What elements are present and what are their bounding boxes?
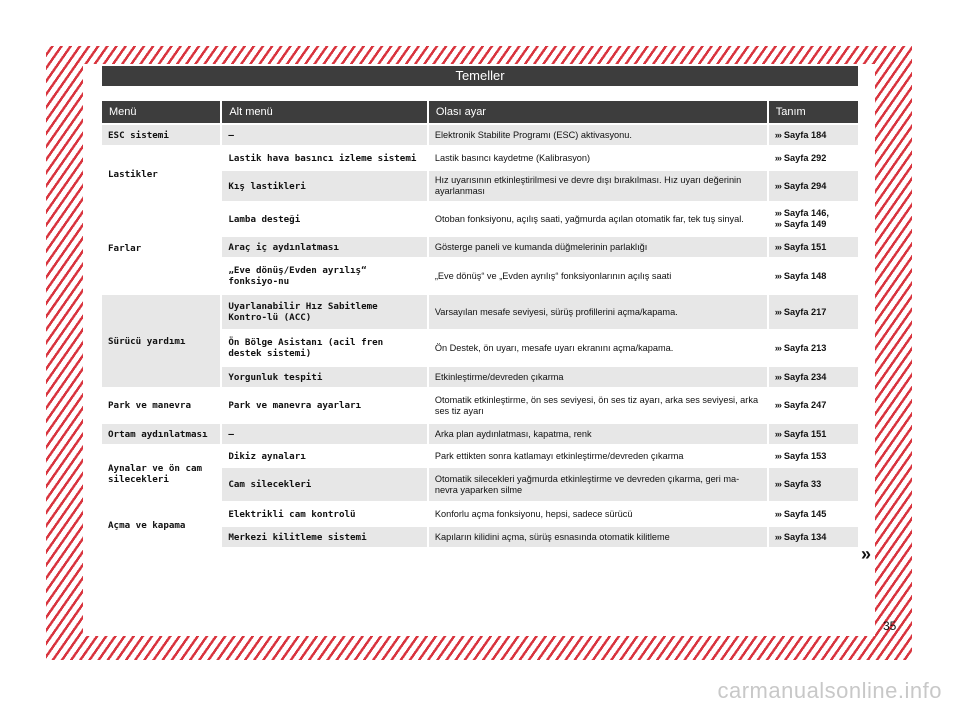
page-link[interactable]: Sayfa 148	[783, 270, 827, 281]
ref-arrow-icon: ›››	[774, 479, 781, 489]
ref-cell	[769, 527, 858, 547]
submenu-cell: Elektrikli cam kontrolü	[222, 503, 427, 525]
ref-arrow-icon: ›››	[774, 371, 781, 382]
page-link[interactable]: Sayfa 33	[783, 479, 822, 489]
menu-cell: Açma ve kapama	[102, 503, 220, 547]
setting-cell: „Eve dönüş“ ve „Evden ayrılış“ fonksiyonlarının açılış saati	[429, 259, 767, 293]
ref-cell	[769, 503, 858, 525]
ref-cell	[769, 237, 858, 257]
settings-table	[100, 99, 860, 549]
page-link[interactable]: Sayfa 292	[783, 152, 827, 163]
submenu-cell: Araç iç aydınlatması	[222, 237, 427, 257]
page-link[interactable]: Sayfa 151	[783, 241, 827, 252]
submenu-cell: Dikiz aynaları	[222, 446, 427, 466]
ref-cell	[769, 424, 858, 444]
setting-cell: Hız uyarısının etkinleştirilmesi ve devre dışı bırakılması. Hız uyarı değerinin ayarlanması	[429, 171, 767, 201]
setting-cell: Gösterge paneli ve kumanda düğmelerinin parlaklığı	[429, 237, 767, 257]
ref-arrow-icon: ›››	[774, 129, 781, 140]
menu-cell: Park ve manevra	[102, 389, 220, 422]
table-row	[102, 295, 858, 329]
setting-cell: Elektronik Stabilite Programı (ESC) aktivasyonu.	[429, 125, 767, 145]
setting-cell: Lastik basıncı kaydetme (Kalibrasyon)	[429, 147, 767, 169]
ref-cell	[769, 389, 858, 422]
page-link[interactable]: Sayfa 247	[783, 400, 827, 410]
ref-cell	[769, 125, 858, 145]
page-link[interactable]: Sayfa 153	[783, 450, 827, 461]
ref-arrow-icon: ›››	[774, 270, 781, 281]
ref-arrow-icon: ›››	[774, 241, 781, 252]
page-link[interactable]: Sayfa 213	[783, 342, 827, 353]
setting-cell: Varsayılan mesafe seviyesi, sürüş profillerini açma/kapama.	[429, 295, 767, 329]
ref-cell	[769, 331, 858, 365]
submenu-cell: Merkezi kilitleme sistemi	[222, 527, 427, 547]
page-link[interactable]: Sayfa 294	[783, 180, 827, 191]
menu-cell: Sürücü yardımı	[102, 295, 220, 387]
ref-cell	[769, 147, 858, 169]
ref-arrow-icon: ›››	[774, 208, 781, 218]
ref-arrow-icon: ›››	[774, 400, 781, 410]
page-link[interactable]: Sayfa 217	[783, 306, 827, 317]
menu-cell: Lastikler	[102, 147, 220, 201]
ref-arrow-icon: ›››	[774, 450, 781, 461]
col-header-description: Tanım	[769, 101, 858, 123]
ref-cell	[769, 295, 858, 329]
submenu-cell: Yorgunluk tespiti	[222, 367, 427, 387]
table-row	[102, 203, 858, 235]
col-header-submenu: Alt menü	[222, 101, 427, 123]
menu-cell: ESC sistemi	[102, 125, 220, 145]
page-link[interactable]: Sayfa 234	[783, 371, 827, 382]
submenu-cell: Lamba desteği	[222, 203, 427, 235]
table-row	[102, 424, 858, 444]
page-link[interactable]: Sayfa 146,	[783, 208, 829, 218]
setting-cell: Ön Destek, ön uyarı, mesafe uyarı ekranını açma/kapama.	[429, 331, 767, 365]
submenu-cell: –	[222, 424, 427, 444]
ref-cell	[769, 259, 858, 293]
ref-arrow-icon: ›››	[774, 219, 781, 229]
ref-arrow-icon: ›››	[774, 508, 781, 519]
ref-arrow-icon: ›››	[774, 531, 781, 542]
ref-arrow-icon: ›››	[774, 428, 781, 439]
setting-cell: Arka plan aydınlatması, kapatma, renk	[429, 424, 767, 444]
setting-cell: Otomatik silecekleri yağmurda etkinleştirme ve devreden çıkarma, geri ma-nevra yaparken silme	[429, 468, 767, 501]
menu-cell: Farlar	[102, 203, 220, 293]
setting-cell: Park ettikten sonra katlamayı etkinleştirme/devreden çıkarma	[429, 446, 767, 466]
watermark-text: carmanualsonline.info	[717, 678, 942, 703]
ref-cell	[769, 367, 858, 387]
setting-cell: Konforlu açma fonksiyonu, hepsi, sadece sürücü	[429, 503, 767, 525]
table-row	[102, 125, 858, 145]
ref-arrow-icon: ›››	[774, 180, 781, 191]
ref-cell	[769, 446, 858, 466]
page-link[interactable]: Sayfa 184	[783, 129, 827, 140]
submenu-cell: Ön Bölge Asistanı (acil fren destek sistemi)	[222, 331, 427, 365]
page-link[interactable]: Sayfa 149	[783, 219, 827, 229]
page-link[interactable]: Sayfa 151	[783, 428, 827, 439]
table-row	[102, 446, 858, 466]
table-row	[102, 389, 858, 422]
page-link[interactable]: Sayfa 145	[783, 508, 827, 519]
page-link[interactable]: Sayfa 134	[783, 531, 827, 542]
submenu-cell: Park ve manevra ayarları	[222, 389, 427, 422]
col-header-setting: Olası ayar	[429, 101, 767, 123]
submenu-cell: Lastik hava basıncı izleme sistemi	[222, 147, 427, 169]
menu-cell: Aynalar ve ön cam silecekleri	[102, 446, 220, 501]
manual-page	[83, 64, 897, 636]
table-header-row	[102, 101, 858, 123]
ref-arrow-icon: ›››	[774, 342, 781, 353]
submenu-cell: Cam silecekleri	[222, 468, 427, 501]
setting-cell: Kapıların kilidini açma, sürüş esnasında otomatik kilitleme	[429, 527, 767, 547]
ref-arrow-icon: ›››	[774, 306, 781, 317]
continued-arrow-icon: »	[861, 544, 872, 564]
ref-arrow-icon: ›››	[774, 152, 781, 163]
setting-cell: Etkinleştirme/devreden çıkarma	[429, 367, 767, 387]
page-title: Temeller	[102, 66, 858, 86]
col-header-menu: Menü	[102, 101, 220, 123]
setting-cell: Otomatik etkinleştirme, ön ses seviyesi, ön ses tiz ayarı, arka ses seviyesi, arka ses tiz ayarı	[429, 389, 767, 422]
ref-cell	[769, 171, 858, 201]
table-row	[102, 503, 858, 525]
ref-cell	[769, 468, 858, 501]
table-row	[102, 147, 858, 169]
setting-cell: Otoban fonksiyonu, açılış saati, yağmurda açılan otomatik far, tek tuş sinyal.	[429, 203, 767, 235]
page-number: 35	[883, 619, 897, 633]
submenu-cell: Uyarlanabilir Hız Sabitleme Kontro-lü (ACC)	[222, 295, 427, 329]
submenu-cell: „Eve dönüş/Evden ayrılış“ fonksiyo-nu	[222, 259, 427, 293]
submenu-cell: Kış lastikleri	[222, 171, 427, 201]
submenu-cell: –	[222, 125, 427, 145]
ref-cell	[769, 203, 858, 235]
menu-cell: Ortam aydınlatması	[102, 424, 220, 444]
